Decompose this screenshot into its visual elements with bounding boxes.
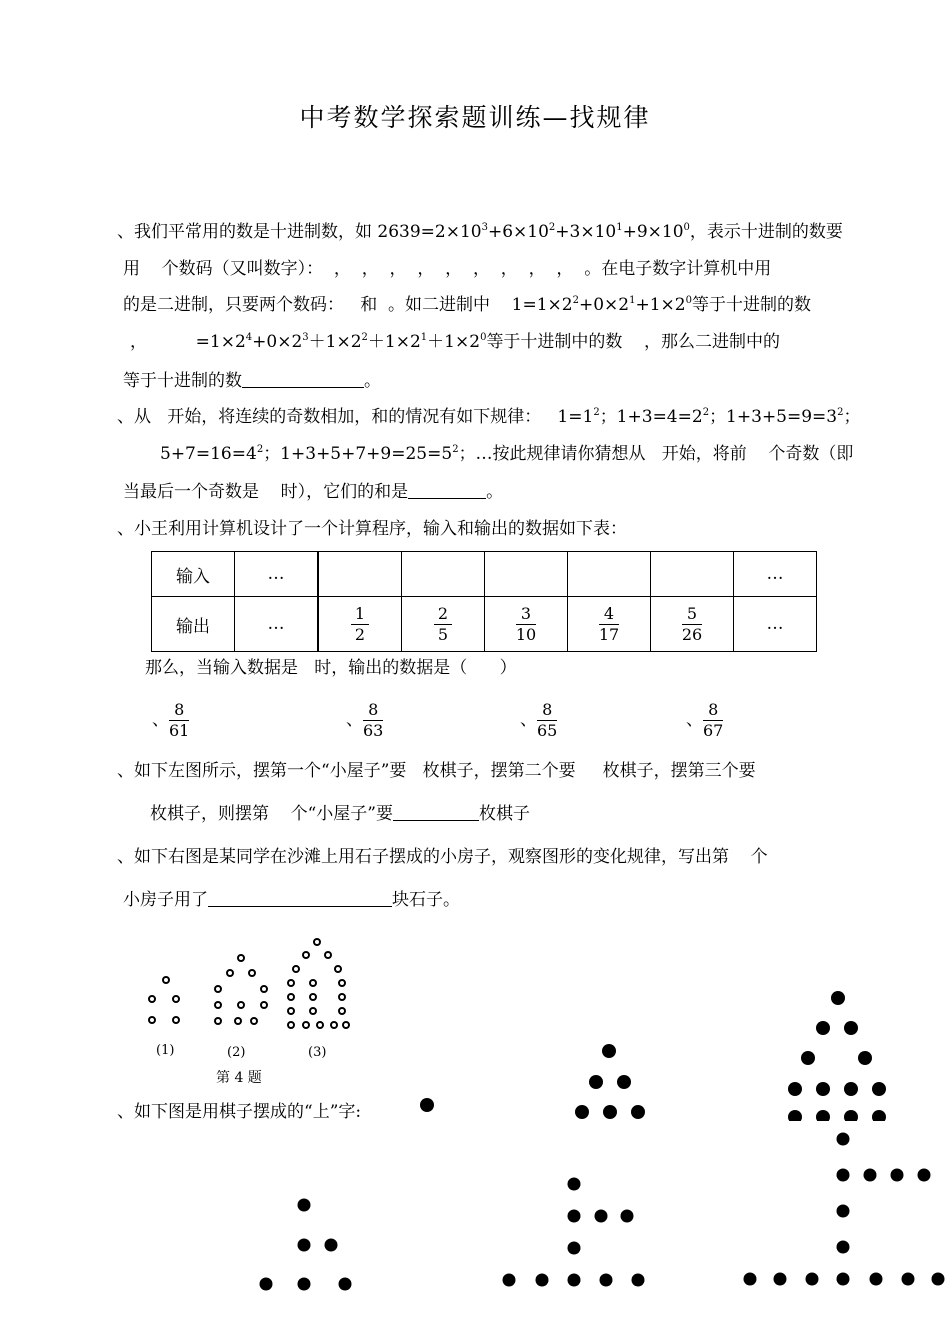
q2-line-2: $5+7=16=4^2$；$1+3+5+7+9=25=5^2$；…按此规律请你猜想从 开始，将前 个奇数（即 [160, 444, 854, 464]
option-a[interactable]: 、 $\frac{8}{61}$ [152, 700, 190, 740]
q5-line-2: 小房子用了 块石子。 [123, 890, 460, 910]
fraction: $\frac{5}{26}$ [681, 603, 703, 644]
input-header: 输入 [152, 552, 235, 597]
table-cell: … [235, 597, 319, 652]
q3-intro: 、小王利用计算机设计了一个计算程序，输入和输出的数据如下表： [117, 519, 627, 539]
house-1 [149, 977, 179, 1023]
triangle-figures [420, 991, 886, 1124]
table-cell: … [734, 597, 817, 652]
figure-label-3: (3) [308, 1045, 327, 1060]
table-cell: … [734, 552, 817, 597]
shang-3 [744, 1133, 945, 1286]
fraction: $\frac{8}{63}$ [363, 700, 384, 740]
fraction: $\frac{8}{67}$ [703, 700, 724, 740]
house-3 [288, 939, 349, 1028]
q1-line-1: 、我们平常用的数是十进制数，如 $2639=2\times 10^3+6\times 10^2+3\times 10^1+9\times 10^0$，表示十进制的数要 [117, 222, 843, 242]
option-c[interactable]: 、 $\frac{8}{65}$ [520, 700, 558, 740]
q5-line-1: 、如下右图是某同学在沙滩上用石子摆成的小房子，观察图形的变化规律，写出第 个 [117, 847, 768, 867]
option-d[interactable]: 、 $\frac{8}{67}$ [686, 700, 724, 740]
figure-label-1: (1) [156, 1043, 175, 1058]
triangle-2 [575, 1044, 645, 1119]
option-b[interactable]: 、 $\frac{8}{63}$ [346, 700, 384, 740]
q4-line-1: 、如下左图所示，摆第一个“小屋子”要 枚棋子，摆第二个要 枚棋子，摆第三个要 [117, 761, 756, 781]
q1-line-4: ， $=1\times 2^4+0\times 2^3+1\times 2^2+1\times 2^1+1\times 2^0$等于十进制中的数 ，那么二进制中的 [130, 332, 781, 352]
small-house-figures [149, 939, 349, 1028]
shang-figures [260, 1133, 945, 1291]
page-title: 中考数学探索题训练—找规律 [299, 103, 651, 132]
q2-line-1: 、从 开始，将连续的奇数相加，和的情况有如下规律： $1=1^2$；$1+3=4=2^2$；$1+3+5=9=3^2$； [117, 407, 861, 427]
q3-question: 那么，当输入数据是 时，输出的数据是（ ） [145, 658, 517, 678]
fraction: $\frac{8}{61}$ [169, 700, 190, 740]
q4-line-2: 枚棋子，则摆第 个“小屋子”要 枚棋子 [150, 804, 530, 824]
q1-line-5: 等于十进制的数 。 [123, 371, 381, 391]
shang-1 [260, 1199, 352, 1291]
triangle-3 [788, 991, 886, 1124]
fraction: $\frac{8}{65}$ [537, 700, 558, 740]
q6-line-1: 、如下图是用棋子摆成的“上”字: [117, 1102, 362, 1122]
figure-label-2: (2) [227, 1045, 246, 1060]
dot [420, 1098, 434, 1112]
output-header: 输出 [152, 597, 235, 652]
q1-line-3: 的是二进制，只要两个数码： 和 。如二进制中 $1=1\times 2^2+0\times 2^1+1\times 2^0$等于十进制的数 [123, 295, 811, 315]
table-cell: … [235, 552, 319, 597]
shang-2 [503, 1178, 645, 1287]
house-2 [215, 955, 267, 1024]
q1-line-2: 用 个数码（又叫数字）： ， ， ， ， ， ， ， ， ， 。在电子数字计算机中用 [123, 259, 772, 279]
fraction: $\frac{2}{5}$ [434, 604, 452, 645]
fraction: $\frac{4}{17}$ [598, 603, 620, 644]
fraction: $\frac{3}{10}$ [515, 603, 537, 644]
q2-line-3: 当最后一个奇数是 时），它们的和是 。 [123, 482, 504, 502]
figure-caption: 第 4 题 [216, 1070, 262, 1086]
fraction: $\frac{1}{2}$ [351, 604, 369, 645]
